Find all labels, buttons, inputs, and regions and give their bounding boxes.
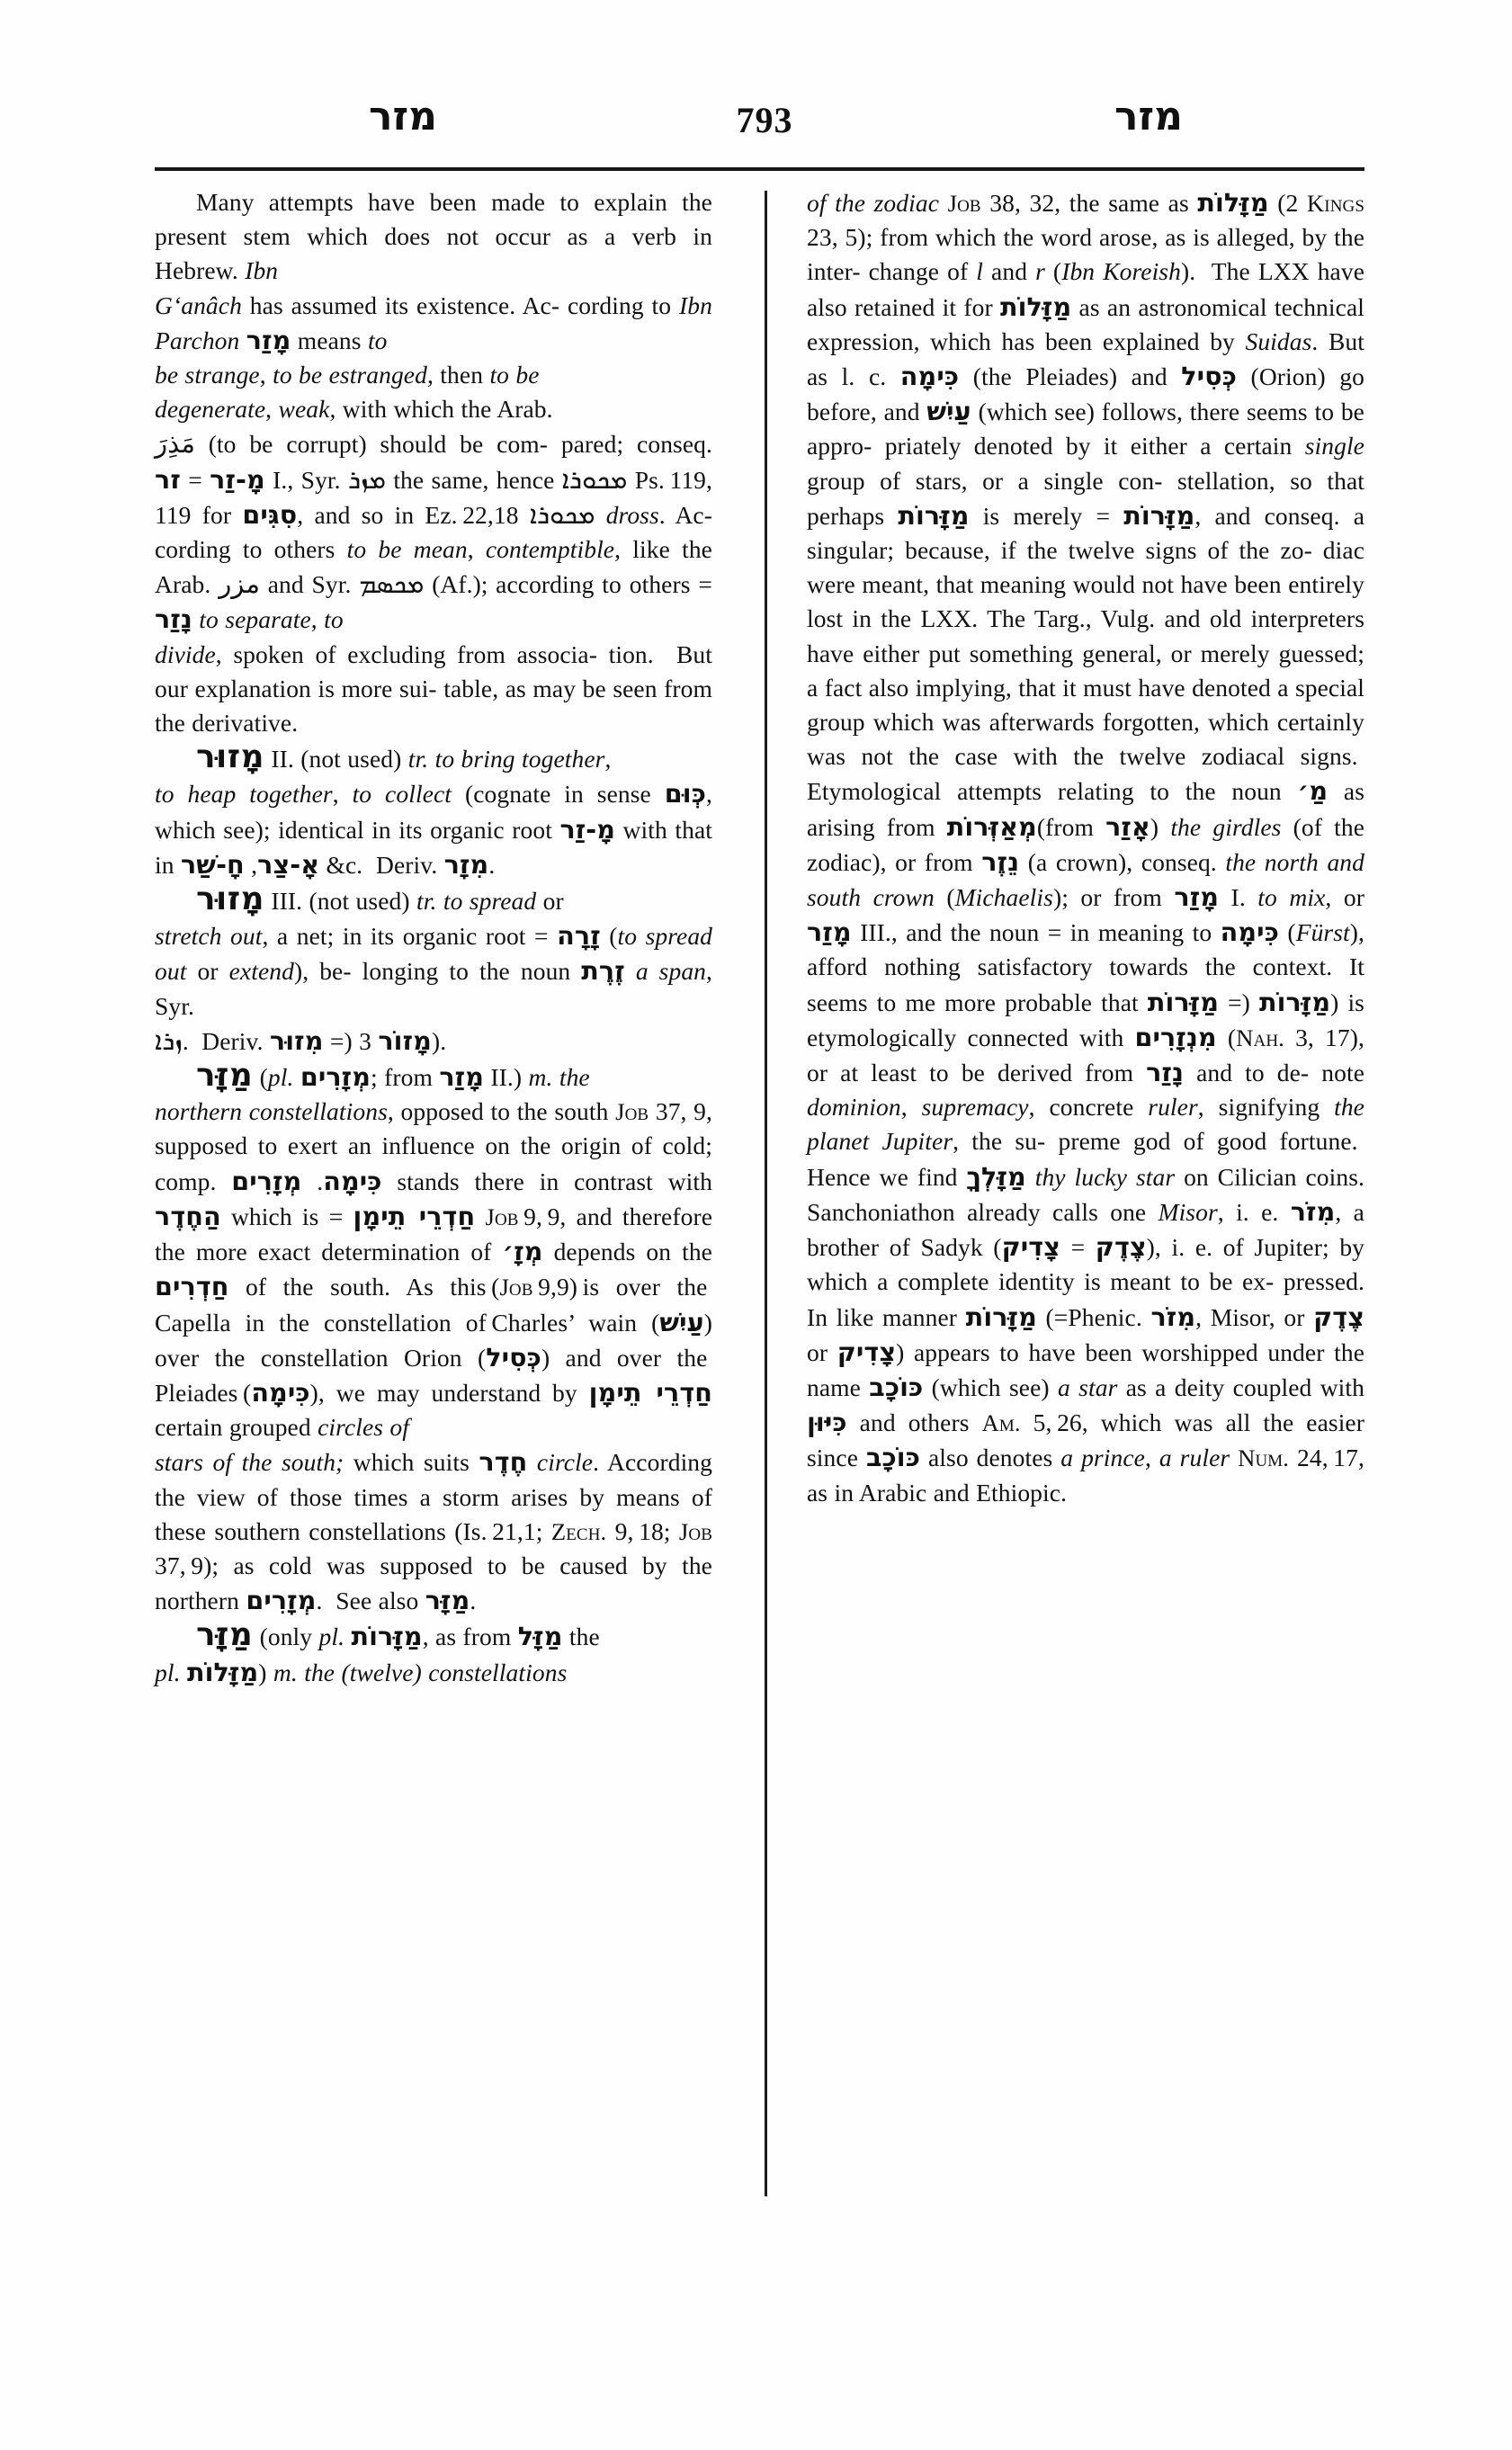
- hebrew-word: נֵזֶר: [981, 845, 1020, 877]
- hebrew-word: חַדְרֵי תֵימָן: [588, 1376, 712, 1408]
- hebrew-word: מְזָרִים: [246, 1585, 317, 1616]
- text-columns: [155, 185, 1364, 2254]
- syriac-word: ܡܟܘܪܐ: [529, 498, 595, 530]
- arabic-word: مَذِرَ: [155, 428, 195, 460]
- running-head-right-lemma: מזר: [1114, 94, 1183, 139]
- hebrew-word: מְזָרִים: [231, 1165, 302, 1196]
- running-head-left-lemma: מזר: [369, 94, 437, 139]
- hebrew-word: מַזָּלְךָ: [966, 1160, 1026, 1192]
- hebrew-word: צָדִיק: [1001, 1231, 1060, 1263]
- hebrew-word: אָ‑צַר: [257, 848, 320, 880]
- hebrew-word: נָזַר: [155, 604, 192, 635]
- header-rule: [155, 167, 1364, 171]
- hebrew-word: צֶדֶק: [1095, 1231, 1147, 1263]
- column-left: [155, 185, 712, 1690]
- hebrew-word: מָזַר: [1174, 881, 1220, 913]
- hebrew-word: כִּימָה: [1220, 917, 1279, 948]
- hebrew-word: מָזַר: [439, 1061, 485, 1093]
- syriac-word: ܡܟܣܡ: [359, 568, 425, 600]
- hebrew-word: מְזָרִים: [300, 1061, 371, 1093]
- entry-mazur-II: מָזוּר II. (not used) tr. to bring together, to heap together, to collect (cognate in sense כְּוּם, which see); identical in its organic root מָ‑זַר with that in אָ‑צַר, חָ‑שַׁר &c. Deriv. מִזָר.: [155, 738, 712, 880]
- hebrew-word: חֶדֶר: [479, 1446, 528, 1478]
- hebrew-word: מַזָּרוֹת: [898, 499, 970, 531]
- hebrew-word: צֶדֶק: [1313, 1301, 1364, 1332]
- hebrew-word: מָזוֹר: [378, 1024, 432, 1056]
- paragraph-zodiac-continuation: of the zodiac Job 38, 32, the same as מַזָּלוֹת (2 Kings 23, 5); from which the word arose, as is alleged, by the inter- change of l and r (Ibn Koreish). The LXX have also retained it for מַזָּלוֹת as an astronomical technical expression, which has been explained by Suidas. But as l. c. כִּימָה (the Pleiades) and כְּסִיל (Orion) go before, and עַיִשׁ (which see) follows, there seems to be appro- priately denoted by it either a certain single group of stars, or a single con- stellation, so that perhaps מַזָּרוֹת is merely = מַזָּרוֹת, and conseq. a singular; because, if the twelve signs of the zo- diac were meant, that meaning would not have been entirely lost in the LXX. The Targ., Vulg. and old interpreters have either put something general, or merely guessed; a fact also implying, that it must have denoted a special group which was afterwards forgotten, which certainly was not the case with the twelve zodiacal signs. Etymological attempts relating to the noun מַ׳ as arising from מְאַזְּרוֹת(from אָזַר) the girdles (of the zodiac), or from נֵזֶר (a crown), conseq. the north and south crown (Michaelis); or from מָזַר I. to mix, or מָזַר III., and the noun = in meaning to כִּימָה (Fürst), afford nothing satisfactory towards the context. It seems to me more probable that מַזָּרוֹת (= מַזָּרוֹת ) is etymologically connected with מִנְזָרִים (Nah. 3, 17), or at least to be derived from נָזַר and to de- note dominion, supremacy, concrete ruler, signifying the planet Jupiter, the su- preme god of good fortune. Hence we find מַזָּלְךָ thy lucky star on Cilician coins. Sanchoniathon already calls one Misor, i. e. מִזֹר, a brother of Sadyk ( צֶדֶק = צָדִיק ), i. e. of Jupiter; by which a complete identity is meant to be ex- pressed. In like manner מַזָּרוֹת (=Phenic. מִזֹר, Misor, or צֶדֶק or צָדִיק) appears to have been worshipped under the name כּוֹכָב (which see) a star as a deity coupled with כִּיּוּן and others Am. 5, 26, which was all the easier since כּוֹכָב also denotes a prince, a ruler Num. 24, 17, as in Arabic and Ethiopic.: [807, 187, 1365, 1507]
- hebrew-word: מָ‑זַר: [559, 813, 616, 845]
- hebrew-word: מַזָּל: [517, 1621, 563, 1652]
- hebrew-word: מָ‑זַר: [210, 463, 265, 495]
- hebrew-word: מִזֹר: [1290, 1195, 1336, 1227]
- hebrew-word: צָדִיק: [837, 1336, 897, 1367]
- lemma-mazzar-plural: מַזָּר: [196, 1616, 254, 1654]
- hebrew-word: מַזָּלוֹת: [186, 1656, 259, 1687]
- hebrew-word: כּוֹכָב: [869, 1371, 924, 1402]
- hebrew-word: מָזַר: [807, 917, 852, 948]
- entry-mazzar-noun: מַזָּר (pl. מְזָרִים; from מָזַר II.) m. the northern constellations, opposed to the south Job 37, 9, supposed to exert an influence on the origin of cold; comp. כִּימָה. מְזָרִים stands there in contrast with הַחֶדֶר which is = חַדְרֵי תֵימָן Job 9, 9, and therefore the more exact determination of מְזָ׳ depends on the חַדְרִים of the south. As this (Job 9,9) is over the Capella in the constellation of Charles’ wain (עַיִשׁ) over the constellation Orion (כְּסִיל) and over the Pleiades (כִּימָה), we may understand by חַדְרֵי תֵימָן certain grouped circles of stars of the south; which suits חֶדֶר circle. According the view of those times a storm arises by means of these southern constellations (Is. 21,1; Zech. 9, 18; Job 37, 9); as cold was supposed to be caused by the northern מְזָרִים. See also מַזָּר.: [155, 1057, 713, 1616]
- hebrew-word: כִּימָה: [323, 1165, 382, 1196]
- hebrew-word: מְזָ׳: [502, 1236, 543, 1267]
- hebrew-word: חַדְרֵי תֵימָן: [353, 1200, 476, 1231]
- arabic-word: مزر: [219, 568, 260, 600]
- entry-mazur-III: מָזוּר III. (not used) tr. to spread or stretch out, a net; in its organic root = זָרָה (to spread out or extend), be- longing to the noun זֶרֶת a span, Syr. ܙܪܐ. Deriv. מָזוֹר 3 (= מִזוּר ).: [155, 881, 713, 1056]
- hebrew-word: מַזָּרוֹת: [1258, 986, 1331, 1017]
- hebrew-word: זר: [155, 463, 181, 495]
- lemma-mazzar: מַזָּר: [196, 1057, 254, 1095]
- paragraph-etymology-discussion: Many attempts have been made to explain the present stem which does not occur as a verb in Hebrew. Ibn G‘anâch has assumed its existence. Ac- cording to Ibn Parchon מָזַר means to be strange, to be estranged, then to be degenerate, weak, with which the Arab. مَذِرَ (to be corrupt) should be com- pared; conseq. מָ‑זַר = זר I., Syr. ܡܙܪ the same, hence ܡܟܘܪܐ Ps. 119, 119 for סִגִּים, and so in Ez. 22,18 ܡܟܘܪܐ dross. Ac- cording to others to be mean, contemptible, like the Arab. مزر and Syr. ܡܟܣܡ (Af.); according to others = נָזַר to separate, to divide, spoken of excluding from associa- tion. But our explanation is more sui- table, as may be seen from the derivative.: [155, 188, 713, 738]
- hebrew-word: מַזָּלוֹת: [1197, 187, 1269, 218]
- hebrew-word: מַזָּרוֹת: [965, 1301, 1037, 1332]
- hebrew-word: כְּסִיל: [1181, 361, 1237, 392]
- column-divider: [765, 191, 767, 2196]
- entry-mazzar-plural: מַזָּר (only pl. מַזָּרוֹת, as from מַזָּל the pl. מַזָּלוֹת) m. the (twelve) constellations: [155, 1616, 600, 1687]
- hebrew-word: הַחֶדֶר: [155, 1200, 221, 1231]
- hebrew-word: עַיִשׁ: [926, 396, 971, 427]
- hebrew-word: מָזַר: [246, 324, 291, 355]
- hebrew-word: זֶרֶת: [581, 955, 625, 987]
- page-number: 793: [736, 100, 793, 140]
- hebrew-word: מַזָּר: [425, 1585, 470, 1616]
- hebrew-word: עַיִשׁ: [659, 1306, 704, 1337]
- hebrew-word: זָרָה: [557, 920, 601, 952]
- hebrew-word: מַ׳: [1297, 775, 1329, 807]
- hebrew-word: מִזֹר: [1150, 1301, 1196, 1332]
- hebrew-word: מְאַזְּרוֹת: [946, 810, 1037, 842]
- hebrew-word: כִּימָה: [251, 1376, 310, 1408]
- syriac-word: ܡܟܘܪܐ: [561, 463, 628, 495]
- hebrew-word: כִּימָה: [899, 361, 960, 392]
- hebrew-word: מַזָּלוֹת: [999, 291, 1072, 322]
- hebrew-word: כְּסִיל: [486, 1341, 541, 1373]
- hebrew-word: כּוֹכָב: [865, 1442, 921, 1473]
- hebrew-word: מַזָּרוֹת: [351, 1621, 423, 1652]
- hebrew-word: אָזַר: [1105, 810, 1150, 842]
- hebrew-word: מַזָּרוֹת: [1147, 986, 1220, 1017]
- syriac-word: ܡܙܪ: [347, 463, 387, 495]
- hebrew-word: חָ‑שַׁר: [180, 848, 245, 880]
- running-head: [153, 94, 1376, 160]
- hebrew-word: סִגִּים: [242, 498, 298, 530]
- hebrew-word: נָזַר: [1146, 1057, 1185, 1088]
- hebrew-word: חַדְרִים: [155, 1271, 229, 1302]
- hebrew-word: מִנְזָרִים: [1134, 1021, 1217, 1052]
- hebrew-word: כִּיּוּן: [807, 1407, 847, 1438]
- syriac-word: ܙܪܐ: [155, 1024, 183, 1056]
- hebrew-word: מִזוּר: [269, 1024, 324, 1056]
- hebrew-word: מַזָּרוֹת: [1123, 499, 1195, 531]
- hebrew-word: כְּוּם: [664, 778, 706, 809]
- column-right: [807, 185, 1364, 1510]
- lemma-mazur-2: מָזוּר: [196, 738, 264, 776]
- lemma-mazur-3: מָזוּר: [196, 881, 264, 918]
- hebrew-word: מִזָר: [443, 848, 489, 880]
